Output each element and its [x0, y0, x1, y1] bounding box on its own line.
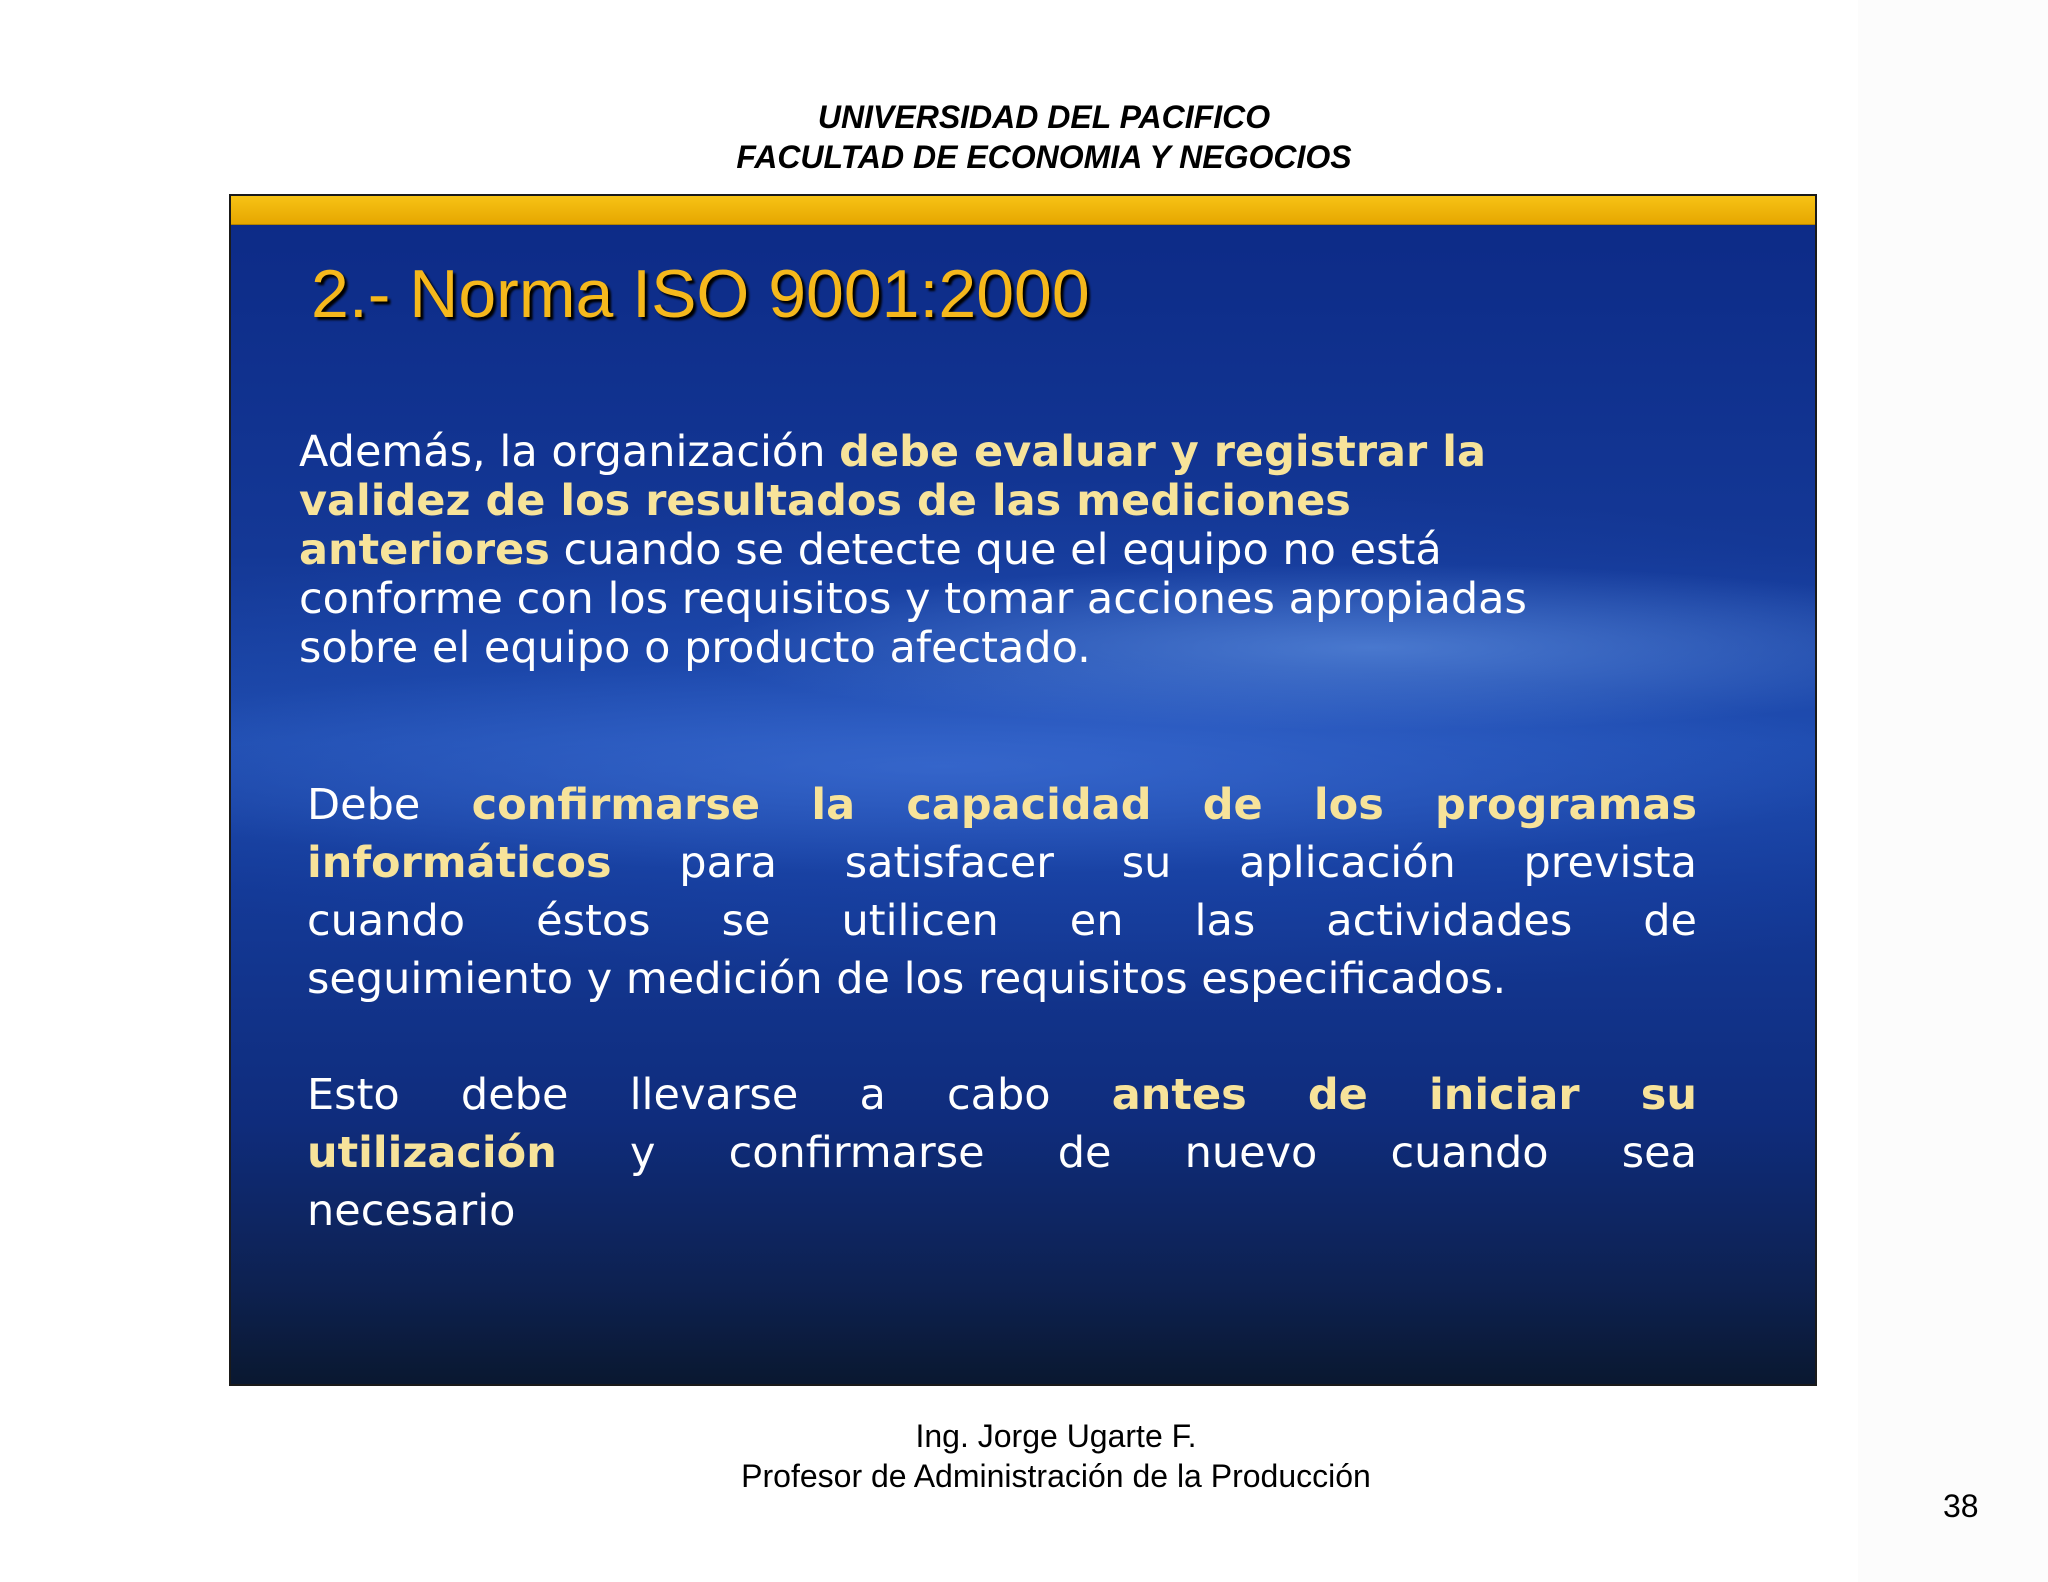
highlight-word: confirmarse — [471, 780, 761, 830]
word: cuando — [1390, 1128, 1549, 1178]
highlight-word: programas — [1435, 780, 1697, 830]
word: llevarse — [629, 1070, 799, 1120]
paragraph-line — [307, 950, 1697, 1008]
highlight-word: su — [1640, 1070, 1697, 1120]
highlight-word: iniciar — [1429, 1070, 1580, 1120]
highlight-word: informáticos — [307, 838, 612, 888]
paragraph-line — [307, 1182, 1697, 1240]
faculty-name: FACULTAD DE ECONOMIA Y NEGOCIOS — [736, 139, 1352, 175]
highlight-text: validez de los resultados de las mediciones — [299, 476, 1351, 526]
word: utilicen — [841, 896, 999, 946]
paragraph-line — [299, 428, 1527, 477]
paragraph-line: conforme con los requisitos y tomar acciones apropiadas — [299, 574, 1527, 624]
word: seguimiento y medición de los requisitos especificados. — [307, 954, 1507, 1004]
paragraph-line — [307, 1124, 1697, 1182]
word: nuevo — [1184, 1128, 1318, 1178]
word: debe — [460, 1070, 569, 1120]
paragraph-line — [307, 1066, 1697, 1124]
paragraph-line — [299, 526, 1527, 575]
highlight-word: capacidad — [906, 780, 1152, 830]
highlight-word: de — [1307, 1070, 1368, 1120]
word: actividades — [1326, 896, 1573, 946]
word: cuando — [307, 896, 466, 946]
highlight-text: debe evaluar y registrar la — [839, 427, 1486, 477]
text-run: cuando se detecte que el equipo no está — [549, 525, 1442, 575]
word: prevista — [1523, 838, 1697, 888]
paragraph-line — [307, 776, 1697, 834]
text-run: Además, la organización — [299, 427, 840, 477]
paragraph-line — [307, 834, 1697, 892]
word: cabo — [946, 1070, 1051, 1120]
highlight-word: de — [1202, 780, 1263, 830]
paragraph-validity — [299, 428, 1527, 673]
paragraph-software — [307, 776, 1697, 1008]
paragraph-before-use — [307, 1066, 1697, 1240]
highlight-word: la — [811, 780, 856, 830]
word: aplicación — [1239, 838, 1456, 888]
word: su — [1121, 838, 1172, 888]
word: satisfacer — [844, 838, 1054, 888]
slide-panel — [229, 194, 1817, 1386]
word: confirmarse — [728, 1128, 985, 1178]
word: de — [1057, 1128, 1112, 1178]
word: en — [1069, 896, 1124, 946]
highlight-word: los — [1313, 780, 1384, 830]
word: necesario — [307, 1186, 516, 1236]
slide-gold-bar — [231, 196, 1815, 225]
paragraph-line — [307, 892, 1697, 950]
university-name: UNIVERSIDAD DEL PACIFICO — [817, 99, 1271, 135]
word: de — [1643, 896, 1697, 946]
footer-author: Ing. Jorge Ugarte F. — [915, 1418, 1197, 1454]
page-margin-strip — [1858, 0, 2048, 1582]
paragraph-line — [299, 477, 1527, 526]
word: Esto — [307, 1070, 400, 1120]
word: para — [679, 838, 777, 888]
word: sea — [1621, 1128, 1697, 1178]
paragraph-line: sobre el equipo o producto afectado. — [299, 623, 1091, 673]
word: y — [629, 1128, 656, 1178]
word: a — [859, 1070, 886, 1120]
highlight-word: antes — [1111, 1070, 1247, 1120]
word: éstos — [536, 896, 651, 946]
footer-role: Profesor de Administración de la Producción — [741, 1458, 1371, 1494]
page-number: 38 — [1943, 1488, 1979, 1524]
highlight-word: utilización — [307, 1128, 557, 1178]
word: las — [1194, 896, 1256, 946]
word: Debe — [307, 780, 421, 830]
word: se — [721, 896, 771, 946]
highlight-text: anteriores — [299, 525, 550, 575]
slide-title: 2.- Norma ISO 9001:2000 — [311, 256, 1090, 332]
